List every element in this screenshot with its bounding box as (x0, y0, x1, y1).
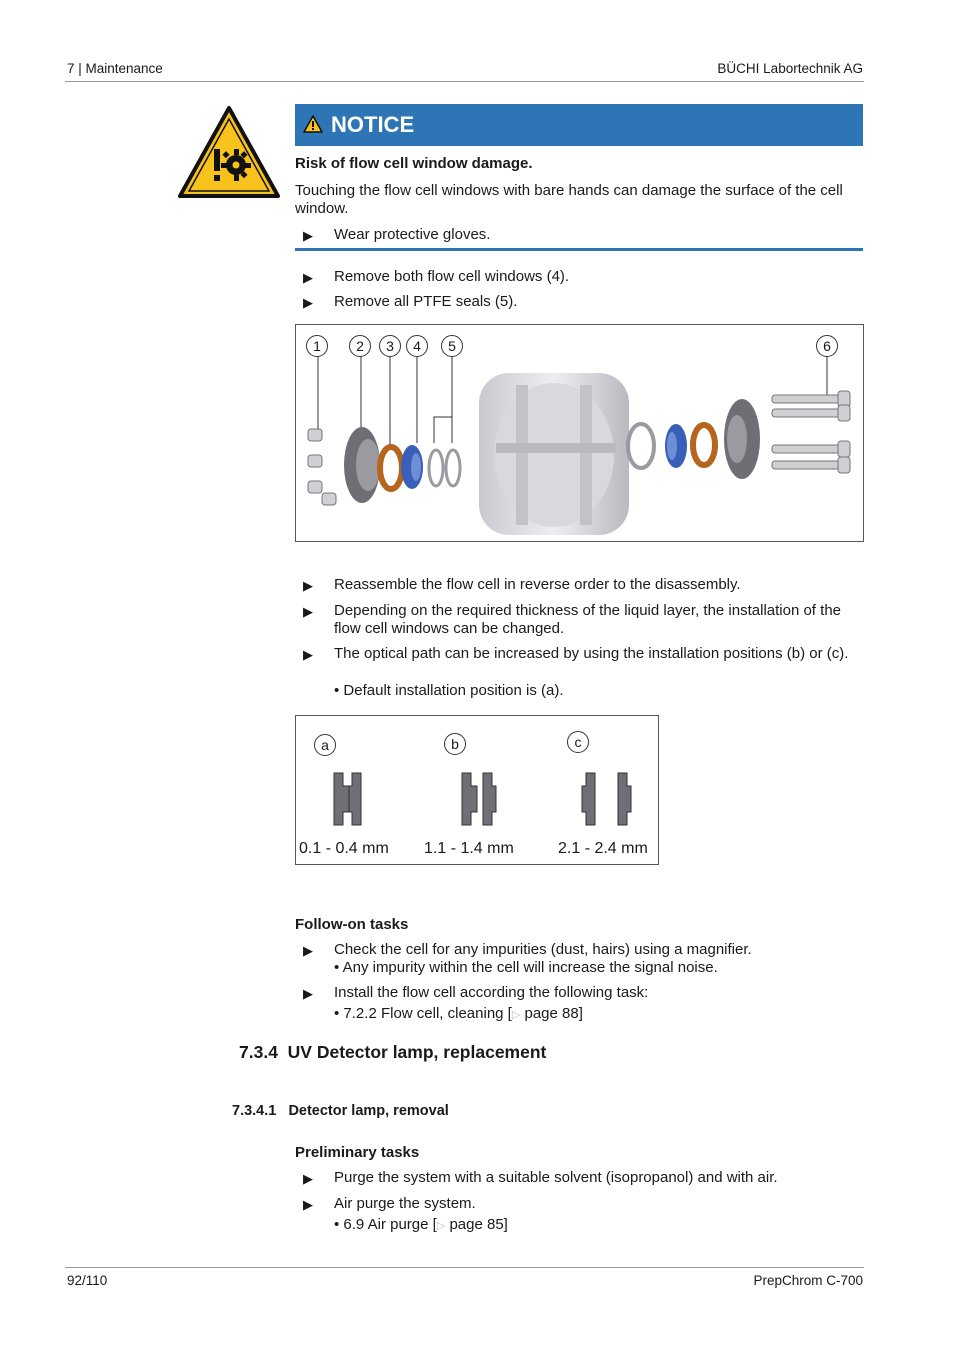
link-arrow-icon: ▷ (436, 1220, 446, 1232)
preliminary-air-purge: Air purge the system. (334, 1195, 476, 1212)
triangle-right-icon: ▶ (303, 295, 313, 310)
header-section: 7 | Maintenance (67, 61, 163, 76)
follow-on-install: Install the flow cell according the following task: (334, 984, 649, 1001)
callout-2: 2 (349, 335, 371, 357)
header-divider (65, 81, 864, 82)
triangle-right-icon: ▶ (303, 986, 313, 1001)
callout-3: 3 (379, 335, 401, 357)
position-b-callout: b (444, 733, 466, 755)
follow-on-check-note: • Any impurity within the cell will increase the signal noise. (334, 959, 718, 976)
callout-5: 5 (441, 335, 463, 357)
link-page[interactable]: page 85] (449, 1216, 508, 1233)
triangle-right-icon: ▶ (303, 1197, 313, 1212)
triangle-right-icon: ▶ (303, 943, 313, 958)
notice-title: NOTICE (331, 112, 415, 137)
section-title: UV Detector lamp, replacement (287, 1042, 547, 1062)
section-number: 7.3.4 (239, 1042, 278, 1062)
step-optical-path: The optical path can be increased by using the installation positions (b) or (c). (334, 645, 849, 662)
triangle-right-icon: ▶ (303, 604, 313, 619)
link-page[interactable]: page 88] (524, 1005, 583, 1022)
section-heading-7-3-4 (239, 1042, 546, 1063)
header-company: BÜCHI Labortechnik AG (717, 61, 863, 76)
flow-cell-exploded-figure (295, 324, 864, 542)
notice-risk: Risk of flow cell window damage. (295, 155, 533, 172)
footer-divider (65, 1267, 864, 1268)
footer-page-number: 92/110 (67, 1273, 108, 1288)
warning-triangle-icon (303, 115, 323, 133)
step-remove-windows: Remove both flow cell windows (4). (334, 268, 570, 285)
step-change-windows: Depending on the required thickness of the liquid layer, the installation of the flow cell windows can be changed. (334, 602, 841, 637)
link-text[interactable]: • 7.2.2 Flow cell, cleaning [ (334, 1005, 512, 1022)
notice-banner (295, 104, 863, 146)
preliminary-purge-solvent: Purge the system with a suitable solvent (isopropanol) and with air. (334, 1169, 778, 1186)
installation-positions-figure (295, 715, 659, 865)
notice-description: Touching the flow cell windows with bare hands can damage the surface of the cell window. (295, 182, 843, 217)
follow-on-check: Check the cell for any impurities (dust, hairs) using a magnifier. (334, 941, 752, 958)
subsection-title: Detector lamp, removal (288, 1103, 449, 1119)
triangle-right-icon: ▶ (303, 270, 313, 285)
preliminary-link[interactable] (334, 1216, 862, 1235)
footer-product: PrepChrom C-700 (753, 1273, 863, 1288)
step-default-position: • Default installation position is (a). (334, 682, 564, 699)
follow-on-heading: Follow-on tasks (295, 916, 409, 933)
link-arrow-icon: ▷ (511, 1009, 521, 1021)
position-c-range: 2.1 - 2.4 mm (558, 840, 648, 857)
notice-action: Wear protective gloves. (334, 226, 491, 243)
link-text[interactable]: • 6.9 Air purge [ (334, 1216, 437, 1233)
section-heading-7-3-4-1 (232, 1103, 449, 1119)
step-remove-seals: Remove all PTFE seals (5). (334, 293, 518, 310)
callout-4: 4 (406, 335, 428, 357)
triangle-right-icon: ▶ (303, 647, 313, 662)
triangle-right-icon: ▶ (303, 1171, 313, 1186)
position-b-range: 1.1 - 1.4 mm (424, 840, 514, 857)
position-a-callout: a (314, 734, 336, 756)
hand-crush-warning-icon (177, 105, 281, 199)
callout-1: 1 (306, 335, 328, 357)
subsection-number: 7.3.4.1 (232, 1103, 277, 1119)
position-a-range: 0.1 - 0.4 mm (299, 840, 389, 857)
preliminary-heading: Preliminary tasks (295, 1144, 420, 1161)
callout-6: 6 (816, 335, 838, 357)
flow-cell-exploded-drawing (296, 325, 863, 541)
notice-bottom-rule (295, 248, 863, 251)
triangle-right-icon: ▶ (303, 228, 313, 243)
position-c-callout: c (567, 731, 589, 753)
step-reassemble: Reassemble the flow cell in reverse order to the disassembly. (334, 576, 741, 593)
triangle-right-icon: ▶ (303, 578, 313, 593)
follow-on-link[interactable] (334, 1005, 862, 1024)
